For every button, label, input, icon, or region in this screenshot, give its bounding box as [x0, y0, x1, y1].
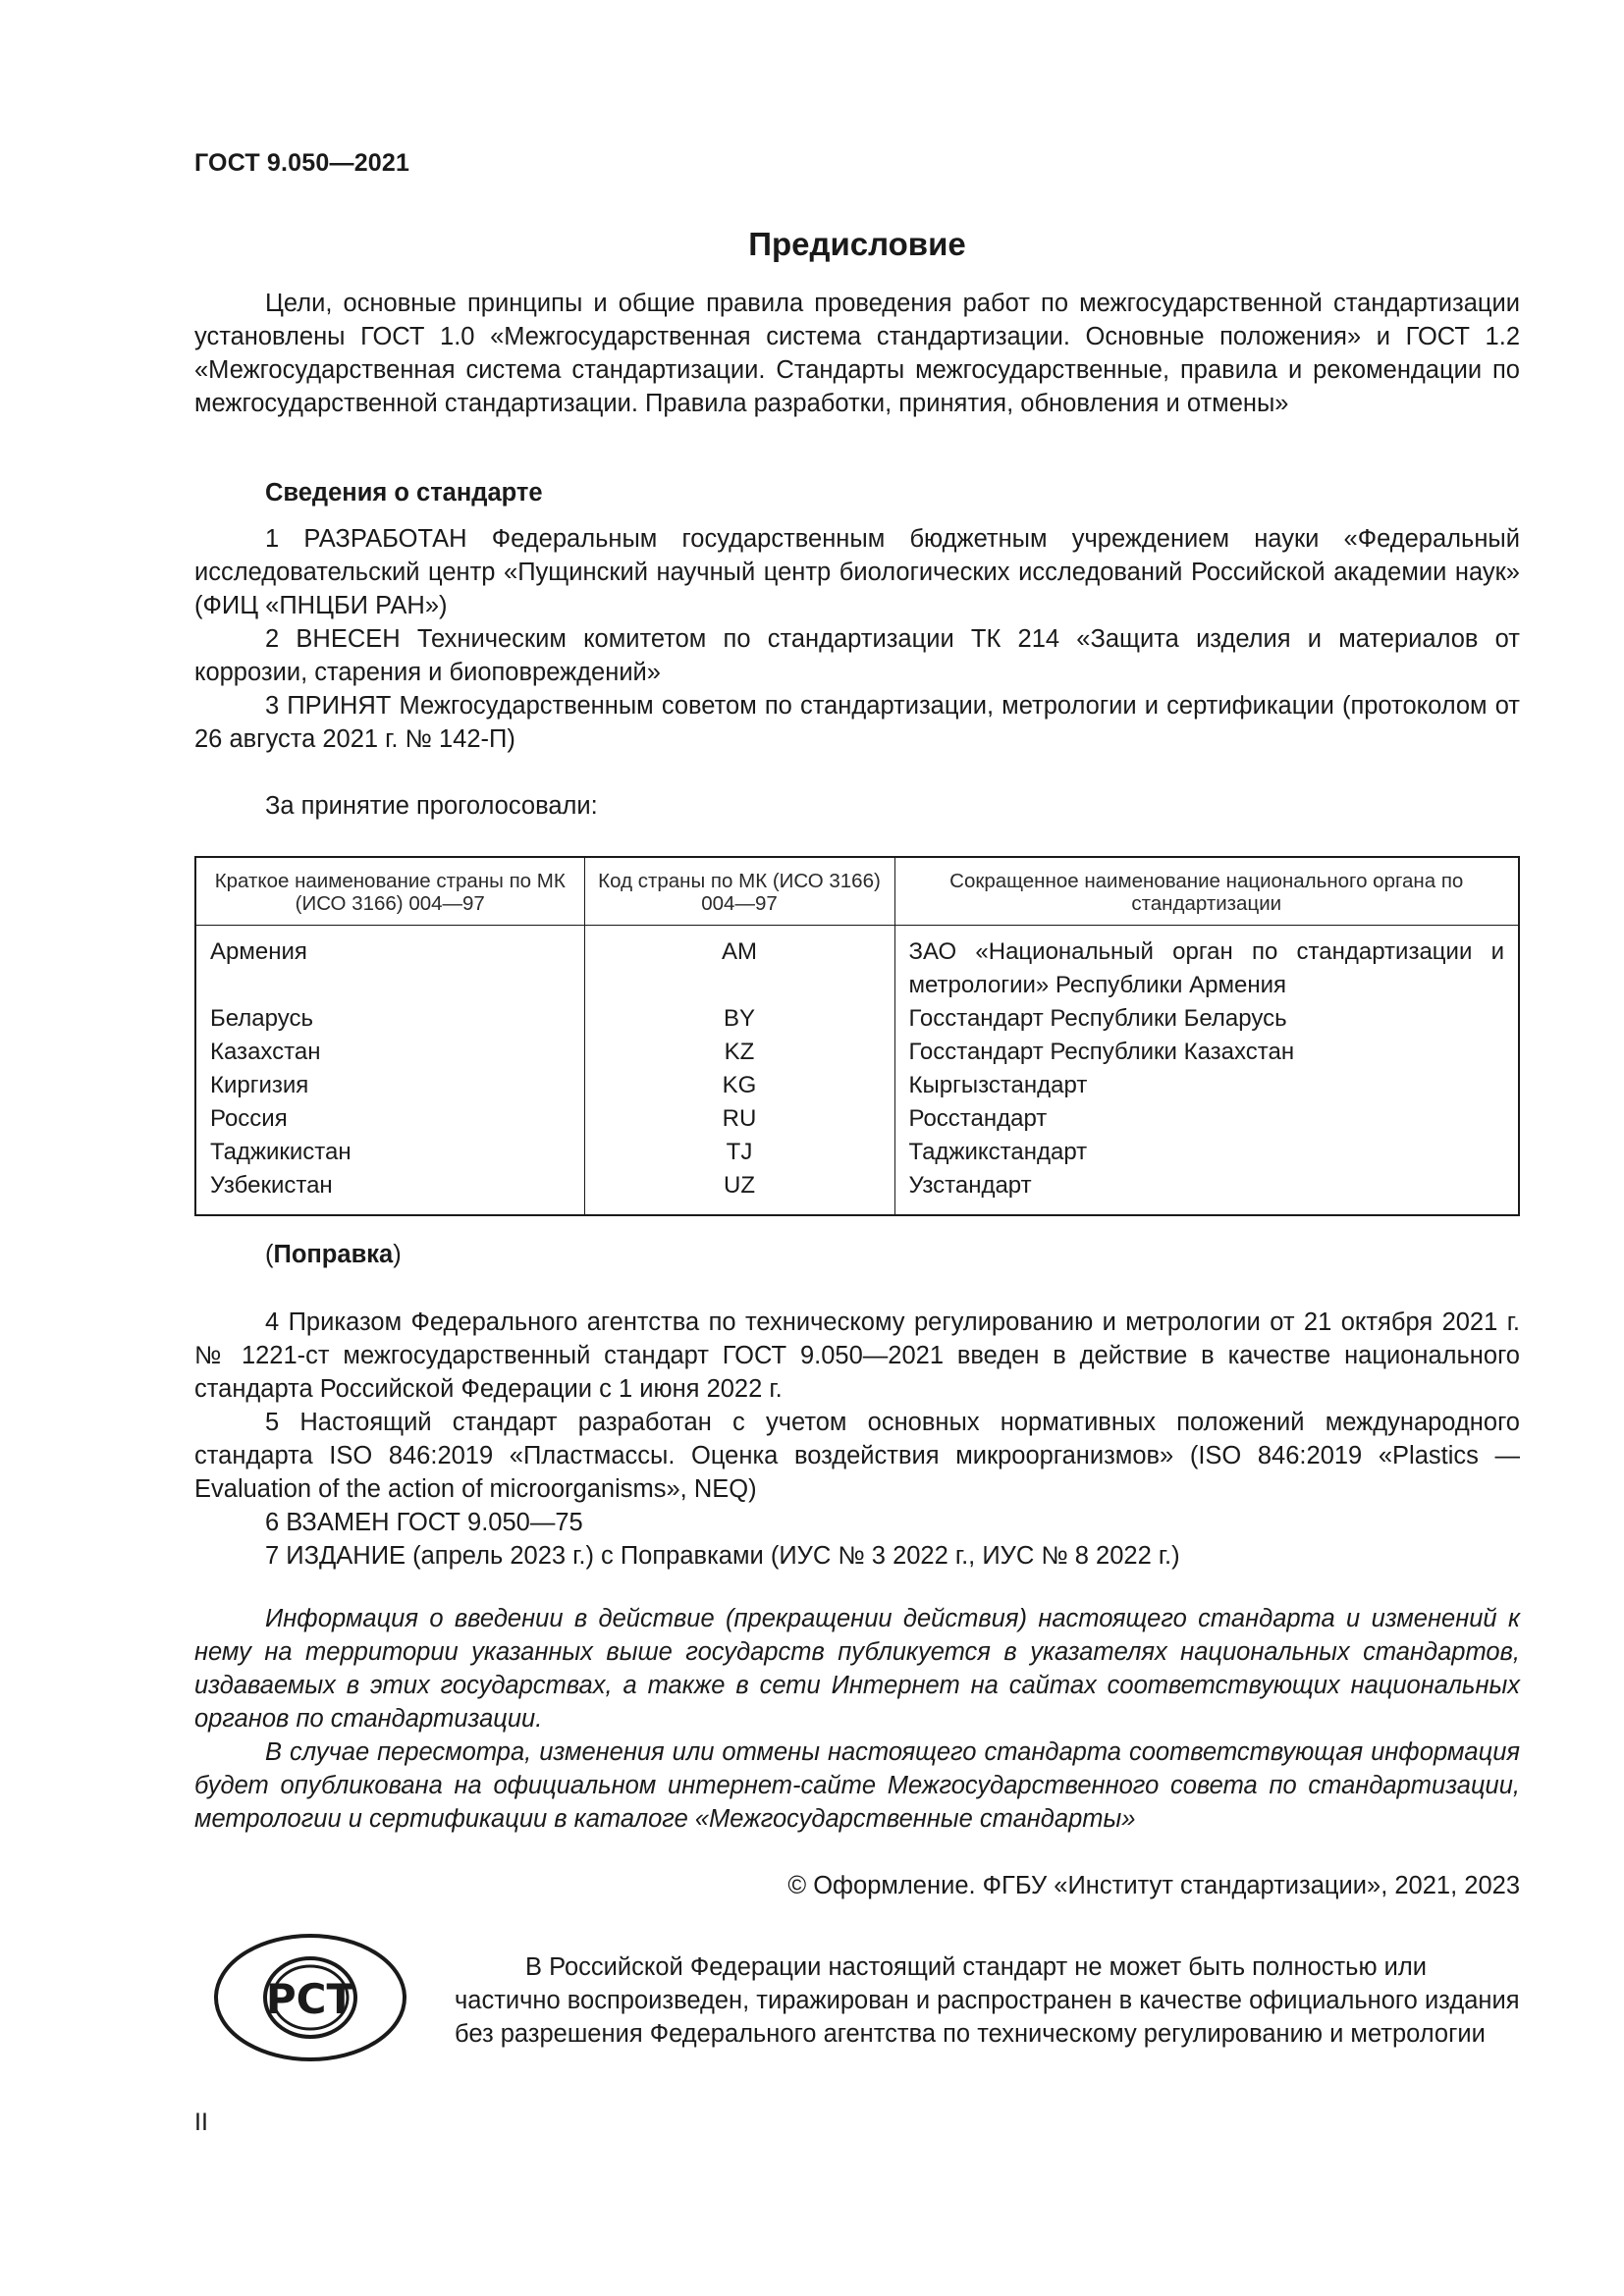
info-heading: Сведения о стандарте: [265, 479, 543, 507]
italic-paragraph-1: Информация о введении в действие (прекращении действия) настоящего стандарта и изменений к нему на территории указанных выше государств публикуется в указателях национальных стандартов, издаваемых в этих государствах, а также в сети Интернет на сайтах соответствующих национальных органов по стандартизации.: [194, 1605, 1520, 1733]
country-cell: Узбекистан: [195, 1169, 584, 1215]
table-row: [195, 1136, 1519, 1169]
code-cell: RU: [584, 1102, 894, 1136]
page-number: II: [194, 2109, 208, 2136]
header-org: Сокращенное наименование национального органа по стандартизации: [894, 857, 1519, 926]
country-cell: Киргизия: [195, 1069, 584, 1102]
info-items: [194, 522, 1520, 756]
rights-paragraph: В Российской Федерации настоящий стандарт не может быть полностью или частично воспроизведен, тиражирован и распространен в качестве официального издания без разрешения Федерального агентства по техническому регулированию и метрологии: [455, 1953, 1520, 2048]
header-country: Краткое наименование страны по МК (ИСО 3166) 004—97: [195, 857, 584, 926]
rights-section: [455, 1950, 1520, 2051]
org-cell: Госстандарт Республики Беларусь: [908, 1005, 1287, 1032]
table-row: [195, 1069, 1519, 1102]
italic-paragraph-2: В случае пересмотра, изменения или отмены настоящего стандарта соответствующая информация будет опубликована на официальном интернет-сайте Межгосударственного совета по стандартизации, метрологии и сертификации в каталоге «Межгосударственные стандарты»: [194, 1738, 1520, 1833]
country-cell: Таджикистан: [195, 1136, 584, 1169]
intro-paragraph: Цели, основные принципы и общие правила проведения работ по межгосударственной стандартизации установлены ГОСТ 1.0 «Межгосударственная система стандартизации. Основные положения» и ГОСТ 1.2 «Межгосударственная система стандартизации. Стандарты межгосударственные, правила и рекомендации по межгосударственной стандартизации. Правила разработки, принятия, обновления и отмены»: [194, 290, 1520, 417]
amendment-word: Поправка: [273, 1241, 394, 1268]
code-cell: UZ: [584, 1169, 894, 1215]
org-cell: Росстандарт: [908, 1105, 1048, 1132]
logo-lettering: РСТ: [265, 1975, 355, 2023]
table-row: [195, 1036, 1519, 1069]
voting-table: [194, 856, 1520, 1216]
info-item-7: 7 ИЗДАНИЕ (апрель 2023 г.) с Поправками (ИУС № 3 2022 г., ИУС № 8 2022 г.): [265, 1542, 1180, 1570]
table-row: [195, 1002, 1519, 1036]
gost-r-certification-logo-icon: [212, 1932, 408, 2063]
gost-r-logo: [212, 1932, 408, 2068]
copyright-line: © Оформление. ФГБУ «Институт стандартизации», 2021, 2023: [787, 1872, 1520, 1899]
country-cell: Казахстан: [195, 1036, 584, 1069]
code-cell: AM: [584, 926, 894, 1003]
header-code: Код страны по МК (ИСО 3166) 004—97: [584, 857, 894, 926]
code-cell: TJ: [584, 1136, 894, 1169]
table-row: [195, 1169, 1519, 1215]
country-cell: Беларусь: [195, 1002, 584, 1036]
info-item-4: 4 Приказом Федерального агентства по техническому регулированию и метрологии от 21 октября 2021 г. № 1221-ст межгосударственный стандарт ГОСТ 9.050—2021 введен в действие в качестве национального стандарта Российской Федерации с 1 июня 2022 г.: [194, 1308, 1520, 1403]
code-cell: KG: [584, 1069, 894, 1102]
table-row: [195, 1102, 1519, 1136]
info-item-6: 6 ВЗАМЕН ГОСТ 9.050—75: [265, 1509, 583, 1536]
amendment-open: (: [265, 1241, 274, 1268]
code-cell: BY: [584, 1002, 894, 1036]
country-cell: Армения: [195, 926, 584, 1003]
org-cell: Госстандарт Республики Казахстан: [908, 1039, 1295, 1065]
page-title: Предисловие: [748, 226, 966, 262]
italic-notes: [194, 1602, 1520, 1836]
country-cell: Россия: [195, 1102, 584, 1136]
info-item-1: 1 РАЗРАБОТАН Федеральным государственным бюджетным учреждением науки «Федеральный исследовательский центр «Пущинский научный центр биологических исследований Российской академии наук» (ФИЦ «ПНЦБИ РАН»): [194, 525, 1520, 619]
org-cell: ЗАО «Национальный орган по стандартизации и метрологии» Республики Армения: [908, 938, 1504, 998]
amendment-close: ): [393, 1241, 402, 1268]
info-items-2: [194, 1306, 1520, 1573]
vote-intro: За принятие проголосовали:: [265, 792, 598, 820]
info-item-2: 2 ВНЕСЕН Техническим комитетом по стандартизации ТК 214 «Защита изделия и материалов от коррозии, старения и биоповреждений»: [194, 625, 1520, 686]
intro-section: [194, 287, 1520, 420]
org-cell: Таджикстандарт: [908, 1139, 1088, 1165]
table-header-row: [195, 857, 1519, 926]
document-header: ГОСТ 9.050—2021: [194, 149, 410, 177]
amendment-note: [265, 1241, 402, 1269]
org-cell: Узстандарт: [908, 1172, 1032, 1199]
org-cell: Кыргызстандарт: [908, 1072, 1088, 1098]
table-row: [195, 926, 1519, 1003]
info-item-3: 3 ПРИНЯТ Межгосударственным советом по стандартизации, метрологии и сертификации (протоколом от 26 августа 2021 г. № 142-П): [194, 692, 1520, 753]
info-item-5: 5 Настоящий стандарт разработан с учетом основных нормативных положений международного стандарта ISO 846:2019 «Пластмассы. Оценка воздействия микроорганизмов» (ISO 846:2019 «Plastics — Evaluation of the action of microorganisms», NEQ): [194, 1409, 1520, 1503]
code-cell: KZ: [584, 1036, 894, 1069]
